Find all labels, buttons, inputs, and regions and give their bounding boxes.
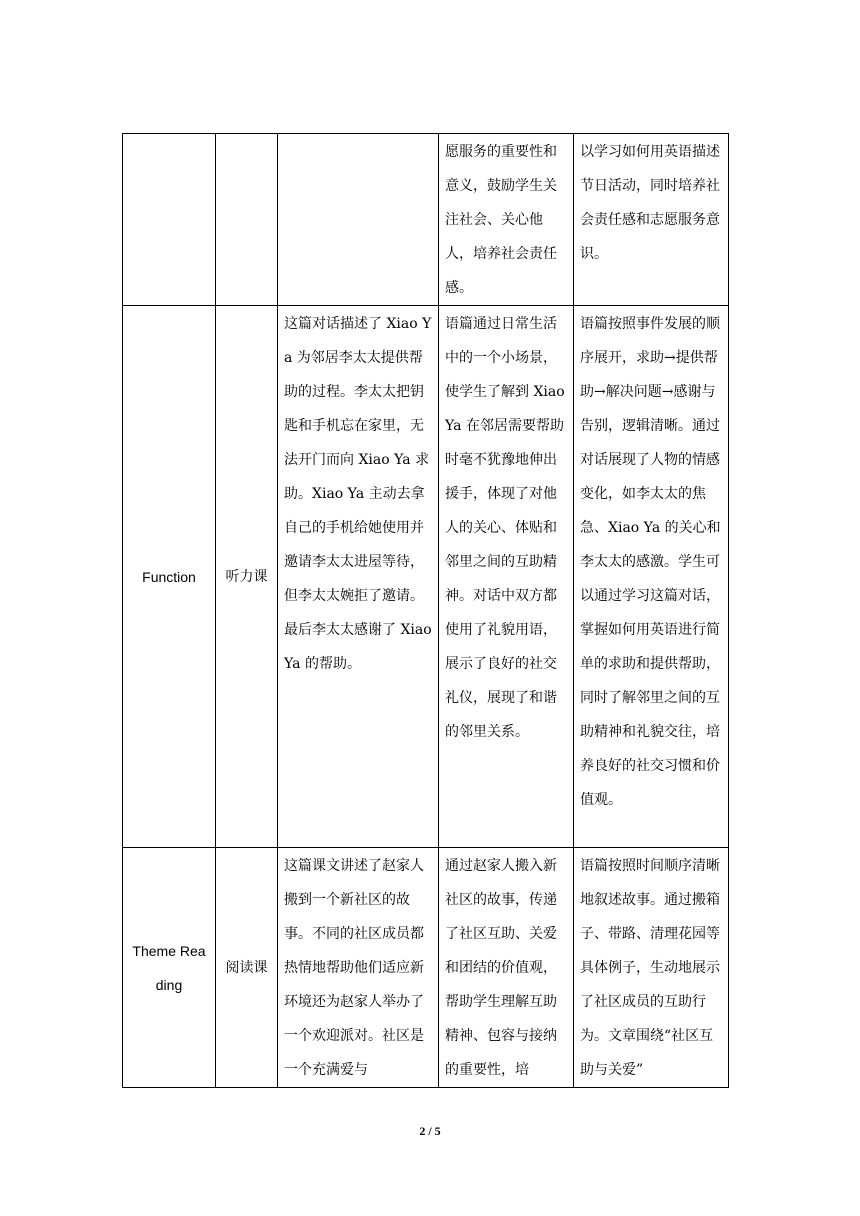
table-row [123, 306, 729, 848]
how-cell: 以学习如何用英语描述节日活动，同时培养社会责任感和志愿服务意识。 [574, 134, 729, 306]
page-number: 2 / 5 [419, 1124, 441, 1138]
table-row [123, 848, 729, 1088]
what-cell: 这篇对话描述了 Xiao Ya 为邻居李太太提供帮助的过程。李太太把钥匙和手机忘在家里，无法开门而向 Xiao Ya 求助。Xiao Ya 主动去拿自己的手机给她使用并邀请李太太进屋等待，但李太太婉拒了邀请。最后李太太感谢了 Xiao Ya 的帮助。 [278, 306, 439, 848]
what-cell: 这篇课文讲述了赵家人搬到一个新社区的故事。不同的社区成员都热情地帮助他们适应新环境还为赵家人举办了一个欢迎派对。社区是一个充满爱与 [278, 848, 439, 1088]
why-cell: 愿服务的重要性和意义，鼓励学生关注社会、关心他人，培养社会责任感。 [439, 134, 574, 306]
topic-cell: Function [123, 306, 216, 848]
table-row [123, 134, 729, 306]
lesson-type-cell: 阅读课 [216, 848, 278, 1088]
what-cell [278, 134, 439, 306]
lesson-analysis-table [122, 133, 729, 1088]
how-cell: 语篇按照时间顺序清晰地叙述故事。通过搬箱子、带路、清理花园等具体例子，生动地展示了社区成员的互助行为。文章围绕“社区互助与关爱” [574, 848, 729, 1088]
topic-cell: Theme Reading [123, 848, 216, 1088]
topic-cell [123, 134, 216, 306]
how-cell: 语篇按照事件发展的顺序展开，求助→提供帮助→解决问题→感谢与告别，逻辑清晰。通过对话展现了人物的情感变化，如李太太的焦急、Xiao Ya 的关心和李太太的感激。学生可以通过学习这篇对话，掌握如何用英语进行简单的求助和提供帮助，同时了解邻里之间的互助精神和礼貌交往，培养良好的社交习惯和价值观。 [574, 306, 729, 848]
why-cell: 语篇通过日常生活中的一个小场景，使学生了解到 Xiao Ya 在邻居需要帮助时毫不犹豫地伸出援手，体现了对他人的关心、体贴和邻里之间的互助精神。对话中双方都使用了礼貌用语，展示了良好的社交礼仪，展现了和谐的邻里关系。 [439, 306, 574, 848]
lesson-type-cell [216, 134, 278, 306]
why-cell: 通过赵家人搬入新社区的故事，传递了社区互助、关爱和团结的价值观，帮助学生理解互助精神、包容与接纳的重要性，培 [439, 848, 574, 1088]
lesson-type-cell: 听力课 [216, 306, 278, 848]
